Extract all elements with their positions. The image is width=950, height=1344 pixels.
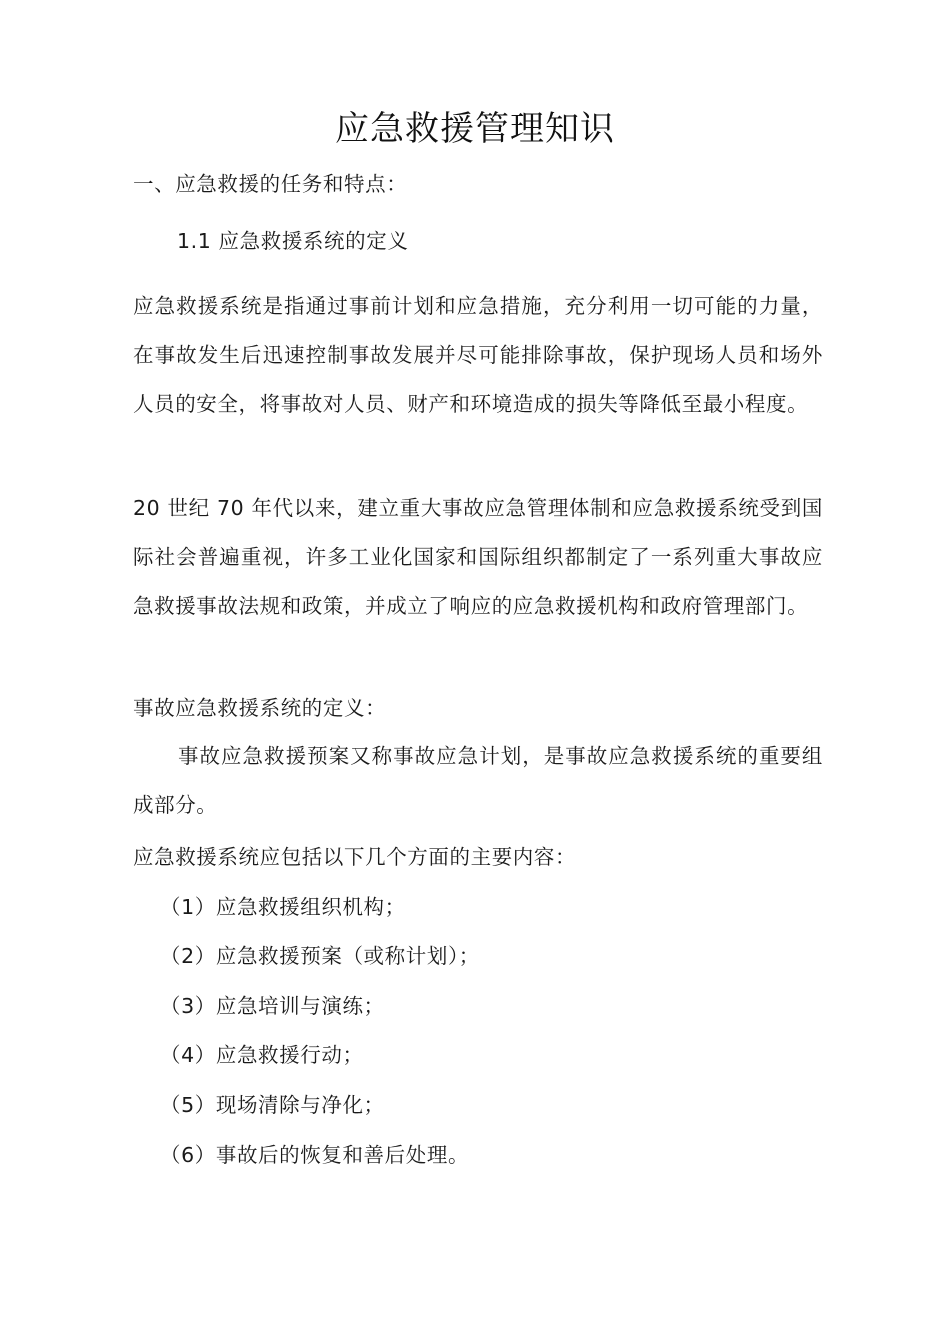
subsection-heading: 1.1 应急救援系统的定义 [177, 229, 409, 253]
list-item: （1）应急救援组织机构； [160, 895, 406, 919]
list-item: （4）应急救援行动； [160, 1043, 364, 1067]
document-title: 应急救援管理知识 [335, 109, 615, 149]
list-item: （2）应急救援预案（或称计划）； [160, 944, 480, 968]
paragraph-history: 20 世纪 70 年代以来，建立重大事故应急管理体制和应急救援系统受到国际社会普遍重视，许多工业化国家和国际组织都制定了一系列重大事故应急救援事故法规和政策，并成立了响应的应急救援机构和政府管理部门。 [133, 496, 823, 618]
heading-main-content: 应急救援系统应包括以下几个方面的主要内容： [133, 845, 577, 869]
paragraph-accident-plan: 事故应急救援预案又称事故应急计划，是事故应急救援系统的重要组成部分。 [133, 744, 823, 817]
list-item: （6）事故后的恢复和善后处理。 [160, 1143, 470, 1167]
heading-accident-definition: 事故应急救援系统的定义： [133, 696, 387, 720]
list-item: （5）现场清除与净化； [160, 1093, 385, 1117]
paragraph-definition: 应急救援系统是指通过事前计划和应急措施，充分利用一切可能的力量，在事故发生后迅速控制事故发展并尽可能排除事故，保护现场人员和场外人员的安全，将事故对人员、财产和环境造成的损失等降低至最小程度。 [133, 294, 823, 416]
list-item: （3）应急培训与演练； [160, 994, 385, 1018]
section-heading: 一、应急救援的任务和特点： [133, 172, 408, 196]
